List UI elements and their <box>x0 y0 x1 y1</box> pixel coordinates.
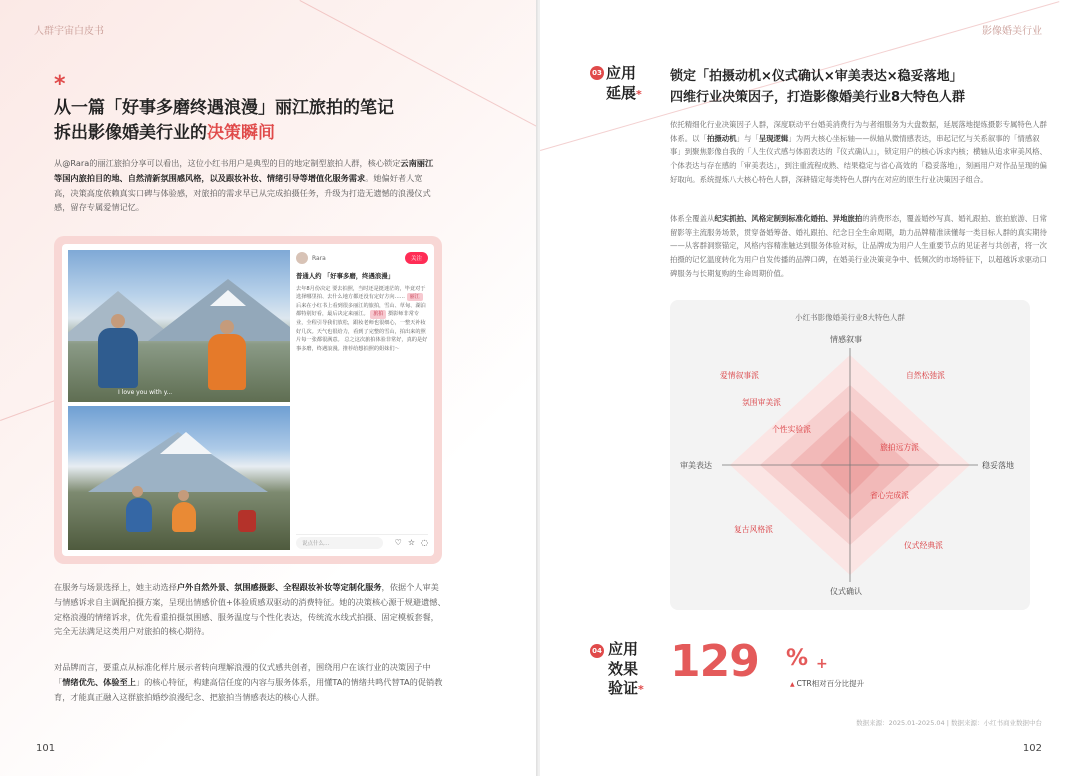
title-highlight: 决策瞬间 <box>207 122 275 143</box>
mountain-shape <box>148 279 290 341</box>
person-man <box>126 498 152 532</box>
para2-prefix: 体系全覆盖从 <box>670 214 715 223</box>
methodology-paragraph <box>670 118 1050 186</box>
para3-tail: 」的核心特征，构建高信任度的内容与服务体系，用懂TA的情绪共鸣代替TA的促销教育，才能真正融入这群旅拍婚纱浪漫纪念、把旅拍当情感表达的核心人群。 <box>54 676 443 702</box>
section-label-text: 延展 <box>606 83 637 102</box>
person-woman <box>172 502 196 532</box>
persona-quadrant-chart <box>670 300 1030 610</box>
section-badge: 03 <box>590 66 604 80</box>
person-man <box>98 328 138 388</box>
person-head <box>220 320 234 334</box>
persona-label: 复古风格派 <box>734 525 773 534</box>
para1-bold-2: 呈现逻辑 <box>758 133 789 143</box>
right-page <box>540 0 1080 776</box>
note-screenshot <box>62 244 434 556</box>
travel-photo-1 <box>68 250 290 402</box>
title-star: * <box>54 72 66 97</box>
para2-bold: 户外自然外景、氛围感摄影、全程跟妆补妆等定制化服务 <box>176 582 382 592</box>
section-label-line-1: 应用 <box>608 640 639 658</box>
photo-caption: I love you with y... <box>118 389 173 396</box>
title-line-2-prefix: 拆出影像婚美行业的 <box>54 122 207 143</box>
intro-paragraph <box>54 156 434 215</box>
section-label <box>608 640 644 699</box>
intro-bold: 云南丽江等国内旅拍目的地、自然清新氛围感风格，以及跟妆补妆、情绪引导等增值化服务需求 <box>54 158 434 183</box>
note-post <box>296 250 428 550</box>
ctr-metric-plus: + <box>816 656 828 672</box>
coverage-paragraph <box>670 212 1050 280</box>
post-tag[interactable]: 旅拍 <box>370 310 386 318</box>
person-head <box>178 490 189 501</box>
persona-label: 自然松弛派 <box>906 371 945 380</box>
section-title-line-1: 锁定「拍摄动机×仪式确认×审美表达×稳妥落地」 <box>670 69 963 84</box>
comment-input[interactable]: 说点什么… <box>296 537 383 549</box>
post-title: 普通人约 「好事多磨，终遇浪漫」 <box>296 272 395 280</box>
persona-label: 氛围审美派 <box>742 398 781 407</box>
running-head: 影像婚美行业 <box>982 26 1042 37</box>
intro-text: 从@Rara的丽江旅拍分享可以看出，这位小红书用户是典型的目的地定制型旅拍人群，核心锁定 <box>54 158 401 168</box>
page-number: 102 <box>1022 743 1042 754</box>
note-card <box>54 236 442 564</box>
snow-cap <box>210 290 246 306</box>
quadrant-graphic <box>670 300 1030 610</box>
section-title <box>670 66 1050 109</box>
ctr-metric-unit: % <box>786 646 809 671</box>
post-body-1: 去年8月份决定 要去拍照，当时还是挺迷茫的，毕竟对于选择哪里拍、去什么地方都还没有定好方向…… <box>296 285 426 301</box>
axis-label-right: 稳妥落地 <box>982 461 1014 470</box>
section-label-line-2: 效果 <box>608 659 639 678</box>
section-label-line-3 <box>608 679 644 699</box>
section-label <box>606 64 642 103</box>
person-head <box>111 314 125 328</box>
person-head <box>132 486 143 497</box>
page-title <box>54 96 394 145</box>
ctr-caption-text: CTR相对百分比提升 <box>796 679 865 688</box>
para3-prefix: 对品牌而言，要重点从标准化样片展示者转向理解浪漫的仪式感共创者，围绕用户在该行业的决策因子中「 <box>54 662 431 687</box>
post-body-2: 后来在小红书上看到很多丽江的旅拍，雪山、草甸、湖泊都特别好看，最后决定来丽江。 <box>296 302 426 318</box>
avatar[interactable] <box>296 252 308 264</box>
axis-label-top: 情感叙事 <box>830 335 862 344</box>
para2-prefix: 在服务与场景选择上，她主动选择 <box>54 582 177 592</box>
section-badge: 04 <box>590 644 604 658</box>
data-source-footnote: 数据来源：2025.01-2025.04 | 数据来源：小红书商业数据中台 <box>856 719 1042 727</box>
para2-tail: ，依据个人审美与情感诉求自主调配拍摄方案，呈现出情感价值+体验质感双驱动的消费特征。她的决策核心源于规避遗憾、定格浪漫的情绪诉求，优先看重拍摄氛围感、服务温度与个性化表达，传统流水线式拍摄、固定模板套餐，完全无法满足这类用户对旅拍的核心期待。 <box>54 582 446 637</box>
post-body <box>296 285 428 354</box>
post-header <box>296 250 428 266</box>
intro-tail: 。她偏好者人宽高，决策高度依赖真实口碑与体验感，对旅拍的需求早已从完成拍摄任务，升级为打造无遗憾的浪漫仪式感，留存专属爱情记忆。 <box>54 172 431 213</box>
para1-prefix: 依托精细化行业决策因子人群，深度联动平台婚美消费行为与者细服务为大盘数据，延展落地提炼摄影专属特色人群体系。以「 <box>670 120 1047 143</box>
section-title-line-2: 四维行业决策因子，打造影像婚美行业8大特色人群 <box>670 90 966 106</box>
section-star: * <box>636 87 642 101</box>
left-page <box>0 0 538 776</box>
post-body-4: 总之这次旅拍体验非常好，真的是好事多磨，终遇浪漫。推荐给想拍照的姐妹们～ <box>296 337 428 352</box>
persona-label: 省心完成派 <box>870 491 909 500</box>
section-label-line-2 <box>606 84 642 104</box>
para3-bold: 情绪优先、体验至上 <box>62 676 136 687</box>
para1-tail: 」为两大核心坐标轴——纵轴从微情感表达，串起记忆与关系叙事的「情感叙事」到聚焦影像自我的「人生仪式感与体面表达的『仪式确认』」，锁定用户的核心诉求内核；横轴从追求审美风格、个体表达与存在感的「审美表达」，到注重流程成熟、结果稳定与省心高效的「稳妥落地」，刻画用户对作品呈现的偏好取向。系统提炼八大核心特色人群，深耕锚定每类特色人群内在对应的原生行业决策因子组合。 <box>670 133 1047 184</box>
persona-label: 爱情叙事派 <box>720 371 759 380</box>
axis-label-bottom: 仪式确认 <box>830 587 862 596</box>
para2-tail: 的消费形态，覆盖婚纱写真、婚礼跟拍、旅拍旅游、日常留影等主流服务场景，贯穿备婚筹备、婚礼跟拍、纪念日全生命周期，助力品牌精准读懂每一类目标人群的真实期待——从客群洞察锚定，风格内容精准触达到服务体验对标，让品牌成为用户人生重要节点的见证者与共创者，将一次拍摄的记忆温度转化为用户自发传播的品牌口碑，在婚美行业决策竞争中、低频次的市场特征下，以超越诉求驱动口碑服务与长期复购的生命周期价值。 <box>670 214 1047 278</box>
section-label-line-1: 应用 <box>606 64 637 82</box>
section-star: * <box>638 683 644 696</box>
para2-bold: 纪实抓拍、风格定制到标准化婚拍、异地旅拍 <box>714 214 863 223</box>
person-woman <box>208 334 246 390</box>
service-paragraph <box>54 580 446 639</box>
snow-cap <box>160 432 212 454</box>
chart-title: 小红书影像婚美行业8大特色人群 <box>795 313 905 322</box>
heart-icon[interactable]: ♡ <box>394 538 402 547</box>
ctr-metric-caption <box>790 678 864 689</box>
backpack <box>238 510 256 532</box>
author-name[interactable]: Rara <box>312 254 326 262</box>
title-line-1: 从一篇「好事多磨终遇浪漫」丽江旅拍的笔记 <box>54 98 394 118</box>
axis-label-left: 审美表达 <box>680 461 712 470</box>
persona-label: 旅拍远方派 <box>880 443 919 452</box>
ctr-metric-value: 129 <box>670 636 759 687</box>
persona-label: 仪式经典派 <box>904 541 943 550</box>
page-number: 101 <box>36 743 56 754</box>
brand-paragraph <box>54 660 446 704</box>
running-head: 人群宇宙白皮书 <box>34 26 104 37</box>
post-body-3: 摄影师非常专业，全程引导我们放松，跟妆老师也很细心，一整天补妆好几次。天气也很给力，看到了完整的雪山，拍出来的照片每一张都很满意。 <box>296 311 426 344</box>
post-footer <box>296 534 428 550</box>
post-tag[interactable]: 丽江 <box>407 293 423 301</box>
title-line-2 <box>54 121 394 146</box>
travel-photo-2 <box>68 406 290 550</box>
para1-bold-1: 拍摄动机 <box>706 133 737 143</box>
triangle-up-icon: ▲ <box>790 681 795 688</box>
para1-mid: 」与「 <box>736 133 759 143</box>
section-label-text: 验证 <box>608 679 639 697</box>
star-icon[interactable]: ☆ <box>407 538 416 547</box>
comment-icon[interactable]: ◌ <box>421 538 428 547</box>
follow-button[interactable]: 关注 <box>405 252 428 264</box>
persona-label: 个性实验派 <box>772 425 811 434</box>
